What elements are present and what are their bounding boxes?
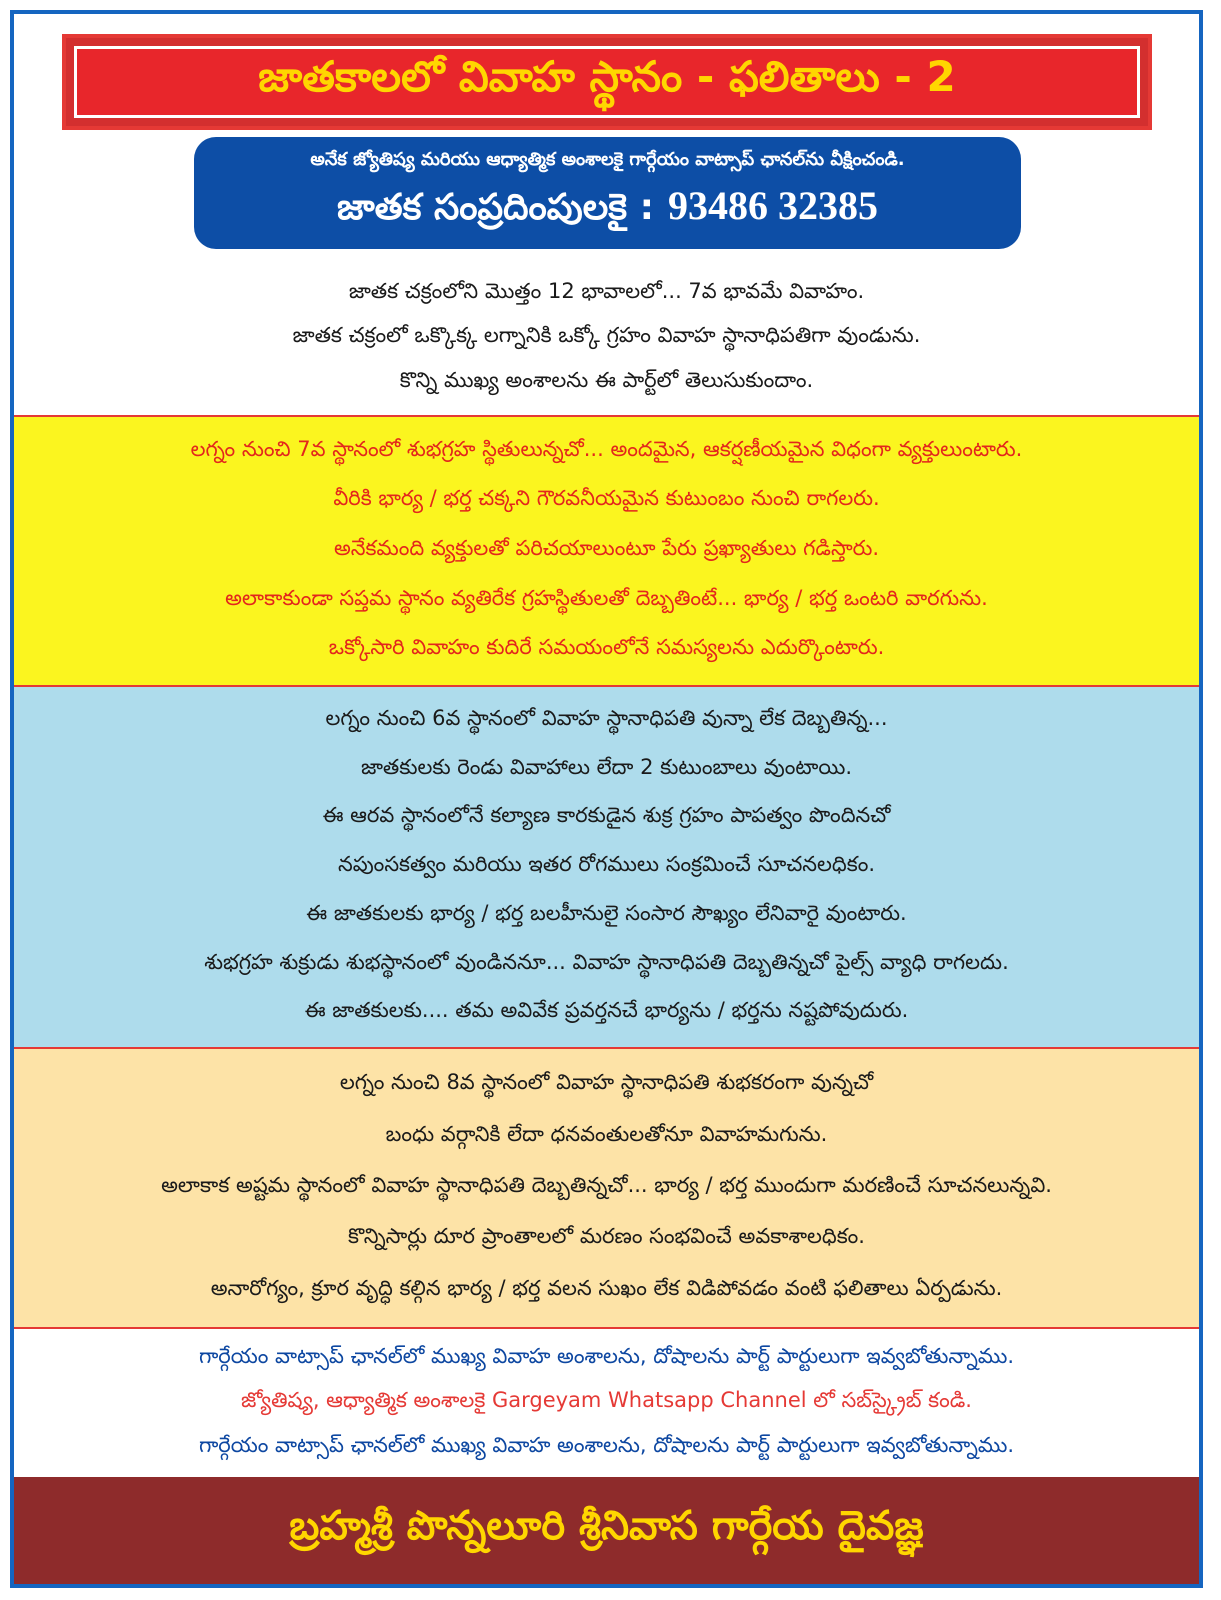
section-line: అలాకాక అష్టమ స్థానంలో వివాహ స్థానాధిపతి దెబ్బతిన్నచో... భార్య / భర్త ముందుగా మరణించే సూచనలున్నవి. (161, 1172, 1052, 1197)
author-bar (14, 1477, 1199, 1585)
page-title: జాతకాలలో వివాహ స్థానం - ఫలితాలు - 2 (258, 52, 956, 101)
section-line: ఈ జాతకులకు భార్య / భర్త బలహీనులై సంసార సౌఖ్యం లేనివారై వుంటారు. (306, 900, 907, 925)
title-banner (62, 34, 1152, 130)
section-line: వీరికి భార్య / భర్త చక్కని గౌరవనీయమైన కుటుంబం నుంచి రాగలరు. (333, 486, 880, 511)
channel-footer (14, 1329, 1199, 1477)
title-inner-border (74, 46, 1140, 118)
sixth-house-section (14, 687, 1199, 1049)
intro-section (14, 264, 1199, 412)
section-line: శుభగ్రహ శుక్రుడు శుభస్థానంలో వుండిననూ... వివాహ స్థానాధిపతి దెబ్బతిన్నచో పైల్స్ వ్యాధి రాగలదు. (204, 949, 1009, 974)
section-line: కొన్నిసార్లు దూర ప్రాంతాలలో మరణం సంభవించే అవకాశాలధికం. (348, 1224, 865, 1249)
section-line: లగ్నం నుంచి 7వ స్థానంలో శుభగ్రహ స్థితులున్నచో... అందమైన, ఆకర్షణీయమైన విధంగా వ్యక్తులుంటారు. (190, 436, 1023, 461)
author-name: బ్రహ్మశ్రీ పొన్నలూరి శ్రీనివాస గార్గేయ దైవజ్ఞ (289, 1503, 924, 1549)
footer-line: గార్గేయం వాట్సాప్ ఛానల్‌లో ముఖ్య వివాహ అంశాలను, దోషాలను పార్ట్ పార్టులుగా ఇవ్వబోతున్నాము. (198, 1343, 1015, 1368)
section-line: అనేకమంది వ్యక్తులతో పరిచయాలుంటూ పేరు ప్రఖ్యాతులు గడిస్తారు. (333, 535, 880, 560)
footer-line: గార్గేయం వాట్సాప్ ఛానల్‌లో ముఖ్య వివాహ అంశాలను, దోషాలను పార్ట్ పార్టులుగా ఇవ్వబోతున్నాము. (198, 1432, 1015, 1457)
contact-box (194, 137, 1021, 249)
phone-number: 93486 32385 (667, 183, 878, 228)
section-line: అనారోగ్యం, క్రూర వృద్ధి కల్గిన భార్య / భర్త వలన సుఖం లేక విడిపోవడం వంటి ఫలితాలు ఏర్పడును. (210, 1275, 1003, 1300)
section-line: బంధు వర్గానికి లేదా ధనవంతులతోనూ వివాహమగును. (385, 1121, 828, 1146)
section-line: ఒక్కోసారి వివాహం కుదిరే సమయంలోనే సమస్యలను ఎదుర్కొంటారు. (328, 635, 885, 660)
consultation-label: జాతక సంప్రదింపులకై : (337, 187, 654, 228)
section-line: లగ్నం నుంచి 8వ స్థానంలో వివాహ స్థానాధిపతి శుభకరంగా వున్నచో (339, 1070, 874, 1095)
section-line: జాతకులకు రెండు వివాహాలు లేదా 2 కుటుంబాలు వుంటాయి. (360, 754, 853, 779)
intro-line: జాతక చక్రంలో ఒక్కొక్క లగ్నానికి ఒక్కో గ్రహం వివాహ స్థానాధిపతిగా వుండును. (292, 323, 921, 347)
subscribe-line: జ్యోతిష్య, ఆధ్యాత్మిక అంశాలకై Gargeyam Whatsapp Channel లో సబ్‌స్క్రైబ్ కండి. (241, 1388, 972, 1412)
intro-line: కొన్ని ముఖ్య అంశాలను ఈ పార్ట్‌లో తెలుసుకుందాం. (399, 367, 814, 392)
section-line: లగ్నం నుంచి 6వ స్థానంలో వివాహ స్థానాధిపతి వున్నా లేక దెబ్బతిన్న... (325, 705, 888, 730)
consultation-line (337, 182, 878, 237)
intro-line: జాతక చక్రంలోని మొత్తం 12 భావాలలో... 7వ భావమే వివాహం. (348, 278, 865, 303)
poster-frame (10, 10, 1203, 1588)
section-line: నపుంసకత్వం మరియు ఇతర రోగములు సంక్రమించే సూచనలధికం. (337, 852, 876, 876)
section-line: ఈ జాతకులకు.... తమ అవివేక ప్రవర్తనచే భార్యను / భర్తను నష్టపోవుదురు. (304, 998, 909, 1023)
section-line: అలాకాకుండా సప్తమ స్థానం వ్యతిరేక గ్రహస్థితులతో దెబ్బతింటే... భార్య / భర్త ఒంటరి వారగును. (225, 585, 988, 610)
eighth-house-section (14, 1049, 1199, 1329)
section-line: ఈ ఆరవ స్థానంలోనే కల్యాణ కారకుడైన శుక్ర గ్రహం పాపత్వం పొందినచో (322, 803, 891, 828)
whatsapp-channel-note: అనేక జ్యోతిష్య మరియు ఆధ్యాత్మిక అంశాలకై గార్గేయం వాట్సాప్ ఛానల్‌ను వీక్షించండి. (310, 149, 905, 170)
seventh-house-section (14, 415, 1199, 687)
